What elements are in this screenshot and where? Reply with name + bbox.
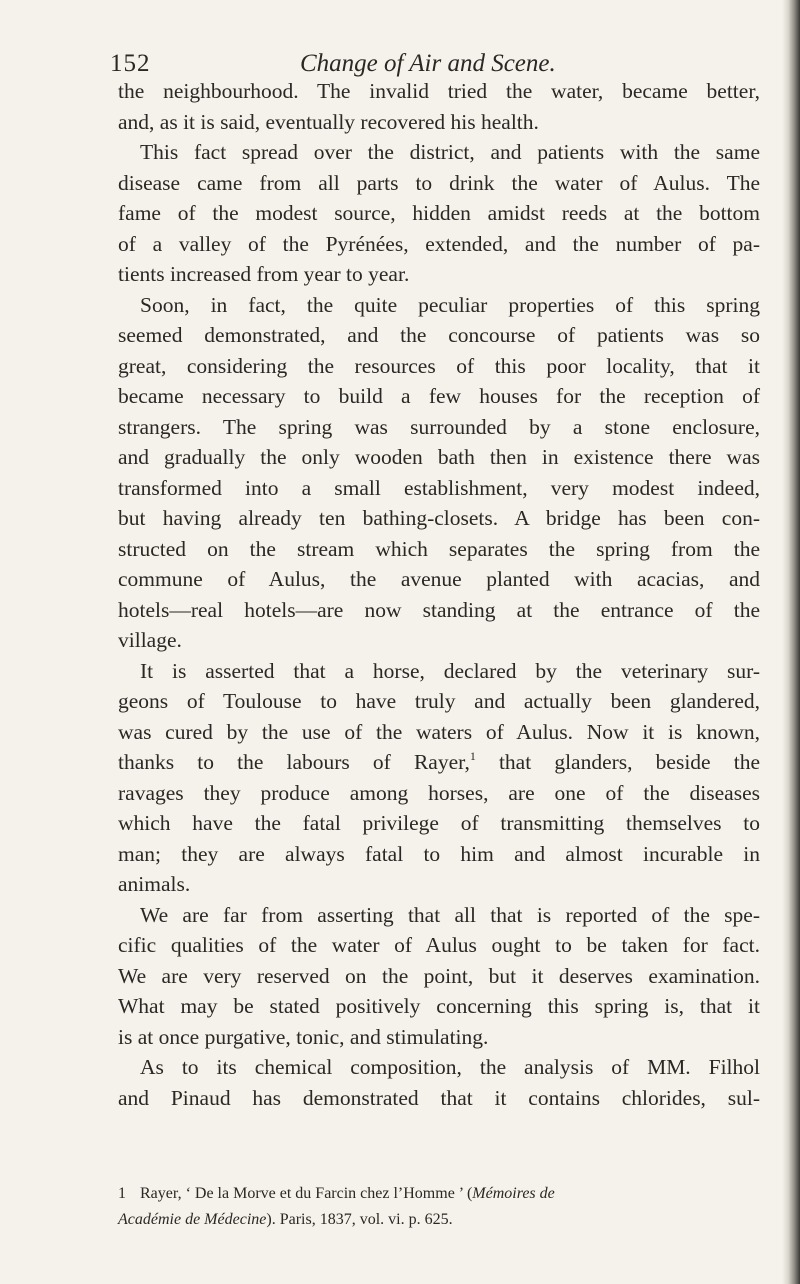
- text-line: geons of Toulouse to have truly and actually been glandered,: [118, 689, 760, 713]
- text-line: tients increased from year to year.: [118, 262, 410, 286]
- footnote-italic: Académie de Médecine: [118, 1211, 267, 1228]
- page-edge-shadow: [782, 0, 800, 1284]
- text-line: transformed into a small establishment, very modest indeed,: [118, 475, 760, 500]
- text-line: What may be stated positively concerning this spring is, that it: [118, 994, 760, 1018]
- text-line-part: that glanders, beside the: [475, 750, 760, 774]
- text-line: We are far from asserting that all that is reported of the spe-: [140, 902, 760, 927]
- text-line: commune of Aulus, the avenue planted with acacias, and: [118, 567, 760, 591]
- text-line: and gradually the only wooden bath then in existence there was: [118, 445, 760, 469]
- text-line: Soon, in fact, the quite peculiar properties of this spring: [140, 292, 760, 317]
- text-line: man; they are always fatal to him and almost incurable in: [118, 841, 760, 866]
- text-line: of a valley of the Pyrénées, extended, and the number of pa-: [118, 231, 760, 256]
- text-line: and, as it is said, eventually recovered his health.: [118, 109, 539, 134]
- text-line: It is asserted that a horse, declared by the veterinary sur-: [140, 658, 760, 683]
- text-line: was cured by the use of the waters of Aulus. Now it is known,: [118, 719, 760, 744]
- text-line: animals.: [118, 872, 191, 896]
- text-line: became necessary to build a few houses for the reception of: [118, 384, 760, 408]
- text-line: cific qualities of the water of Aulus ought to be taken for fact.: [118, 933, 760, 957]
- text-line: disease came from all parts to drink the water of Aulus. The: [118, 170, 760, 195]
- footnote-marker: 1: [118, 1185, 126, 1202]
- footnote-text: ). Paris, 1837, vol. vi. p. 625.: [266, 1211, 453, 1228]
- footnote-line: [118, 1181, 760, 1207]
- text-line: great, considering the resources of this poor locality, that it: [118, 353, 760, 378]
- footnote-text: Rayer, ‘ De la Morve et du Farcin chez l’Homme ’ (: [140, 1185, 473, 1202]
- text-line: the neighbourhood. The invalid tried the water, became better,: [118, 79, 760, 103]
- text-line: As to its chemical composition, the analysis of MM. Filhol: [140, 1055, 760, 1079]
- text-line: seemed demonstrated, and the concourse of patients was so: [118, 323, 760, 347]
- text-line: We are very reserved on the point, but it deserves examination.: [118, 963, 760, 988]
- text-line: village.: [118, 628, 182, 652]
- text-line: hotels—real hotels—are now standing at the entrance of the: [118, 597, 760, 622]
- running-title: Change of Air and Scene.: [300, 50, 556, 77]
- text-line: but having already ten bathing-closets. A bridge has been con-: [118, 506, 760, 530]
- text-line: This fact spread over the district, and patients with the same: [140, 140, 760, 164]
- text-line: fame of the modest source, hidden amidst reeds at the bottom: [118, 201, 760, 225]
- text-line: which have the fatal privilege of transmitting themselves to: [118, 811, 760, 835]
- text-line: structed on the stream which separates the spring from the: [118, 536, 760, 561]
- text-line: strangers. The spring was surrounded by a stone enclosure,: [118, 414, 760, 439]
- text-line: is at once purgative, tonic, and stimulating.: [118, 1024, 489, 1049]
- text-line: ravages they produce among horses, are one of the diseases: [118, 780, 760, 805]
- footnote: [118, 1181, 760, 1233]
- text-line-part: thanks to the labours of Rayer,: [118, 750, 470, 774]
- text-line: and Pinaud has demonstrated that it contains chlorides, sul-: [118, 1085, 760, 1110]
- page-number: 152: [110, 50, 151, 77]
- text-line-with-footnote-ref: [118, 747, 760, 778]
- footnote-reference: 1: [469, 749, 476, 763]
- body-text: [118, 76, 760, 1113]
- footnote-italic: Mémoires de: [472, 1185, 555, 1202]
- footnote-line: [118, 1207, 760, 1233]
